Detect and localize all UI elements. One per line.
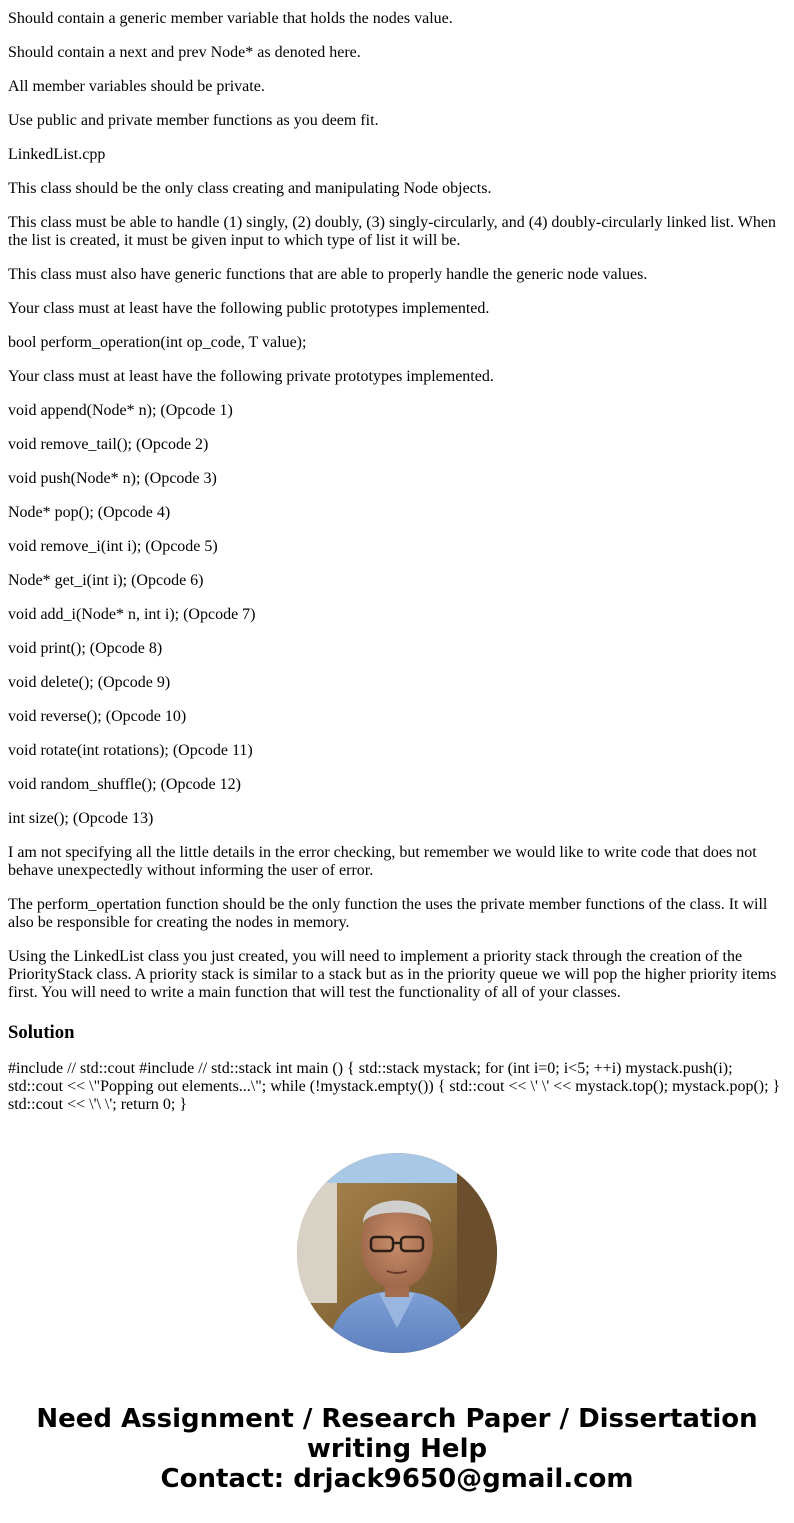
paragraph: void append(Node* n); (Opcode 1)	[8, 402, 233, 419]
footer-banner	[0, 1404, 794, 1494]
paragraph: void push(Node* n); (Opcode 3)	[8, 470, 217, 487]
paragraph: This class must also have generic functions that are able to properly handle the generic node values.	[8, 266, 648, 283]
paragraph: Should contain a generic member variable that holds the nodes value.	[8, 10, 453, 27]
paragraph: void delete(); (Opcode 9)	[8, 674, 171, 691]
paragraph: The perform_opertation function should be the only function the uses the private member functions of the class. It will also be responsible for creating the nodes in memory.	[8, 896, 768, 931]
paragraph: I am not specifying all the little details in the error checking, but remember we would like to write code that does not behave unexpectedly without informing the user of error.	[8, 844, 757, 879]
footer-contact: Contact: drjack9650@gmail.com	[160, 1464, 634, 1494]
footer-line-2: writing Help	[306, 1434, 488, 1464]
paragraph: void rotate(int rotations); (Opcode 11)	[8, 742, 253, 759]
paragraph: bool perform_operation(int op_code, T value);	[8, 334, 307, 351]
paragraph: Your class must at least have the following private prototypes implemented.	[8, 368, 494, 385]
paragraph: Using the LinkedList class you just created, you will need to implement a priority stack through the creation of the PriorityStack class. A priority stack is similar to a stack but as in the priority queue we will pop the higher priority items first. You will need to write a main function that will test the functionality of all of your classes.	[8, 948, 777, 1001]
paragraph: Your class must at least have the following public prototypes implemented.	[8, 300, 490, 317]
paragraph: void random_shuffle(); (Opcode 12)	[8, 776, 241, 793]
paragraph: Node* get_i(int i); (Opcode 6)	[8, 572, 204, 589]
paragraph: void print(); (Opcode 8)	[8, 640, 163, 657]
paragraph: This class must be able to handle (1) singly, (2) doubly, (3) singly-circularly, and (4) doubly-circularly linked list. When the list is created, it must be given input to which type of list it will be.	[8, 214, 776, 249]
paragraph: Node* pop(); (Opcode 4)	[8, 504, 171, 521]
paragraph: LinkedList.cpp	[8, 146, 106, 163]
solution-code: #include // std::cout #include // std::stack int main () { std::stack mystack; for (int i=0; i<5; ++i) mystack.push(i); std::cout << \"Popping out elements...\"; while (!mystack.empty()) { std::cout << \' \' << mystack.top(); mystack.pop(); } std::cout << \'\ \'; return 0; }	[8, 1060, 781, 1113]
author-portrait-image	[297, 1153, 497, 1353]
paragraph: void remove_i(int i); (Opcode 5)	[8, 538, 218, 555]
solution-heading: Solution	[8, 1022, 75, 1043]
paragraph: void reverse(); (Opcode 10)	[8, 708, 187, 725]
footer-line-1: Need Assignment / Research Paper / Dissertation	[36, 1404, 758, 1434]
paragraph: int size(); (Opcode 13)	[8, 810, 154, 827]
author-avatar	[297, 1153, 497, 1353]
paragraph: void remove_tail(); (Opcode 2)	[8, 436, 209, 453]
paragraph: All member variables should be private.	[8, 78, 265, 95]
paragraph: void add_i(Node* n, int i); (Opcode 7)	[8, 606, 256, 623]
paragraph: This class should be the only class creating and manipulating Node objects.	[8, 180, 492, 197]
paragraph: Use public and private member functions as you deem fit.	[8, 112, 379, 129]
paragraph: Should contain a next and prev Node* as denoted here.	[8, 44, 361, 61]
